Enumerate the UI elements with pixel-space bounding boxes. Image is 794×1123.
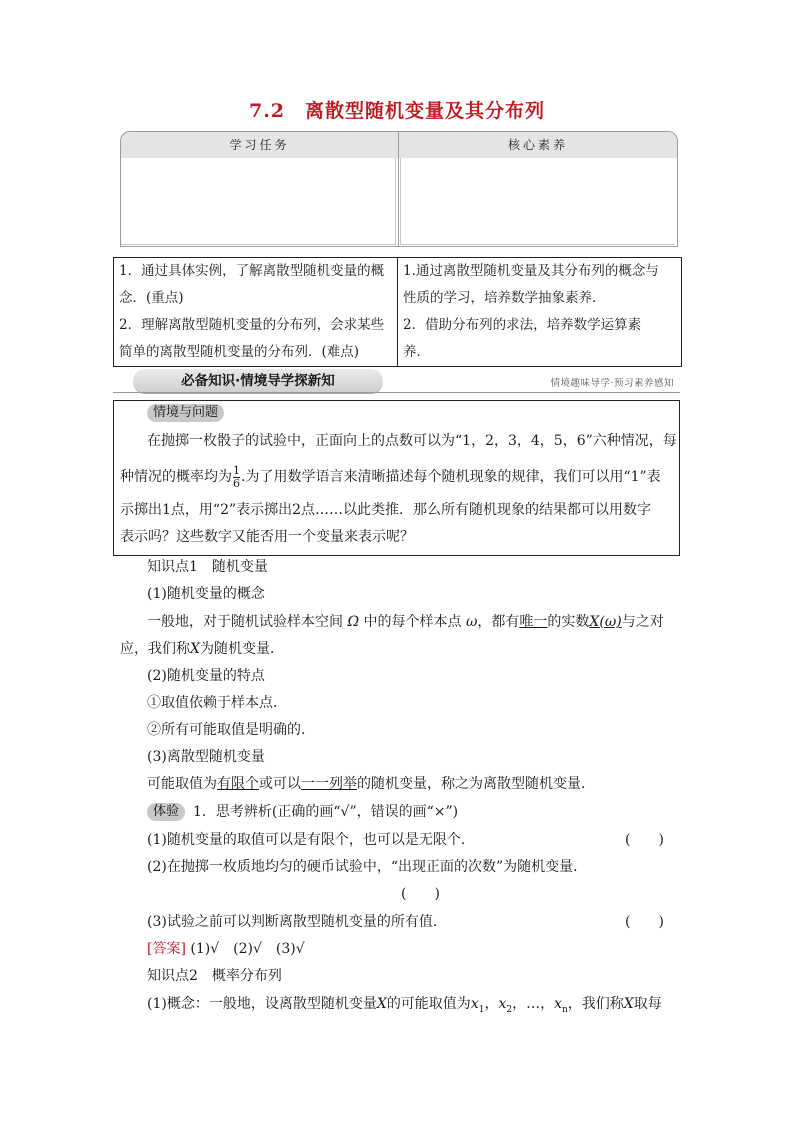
variable-x: X <box>623 996 634 1012</box>
header-core-literacy: 核心素养 <box>399 132 677 158</box>
text: 取每 <box>633 996 662 1012</box>
answer-paren-1: ( ) <box>625 832 664 848</box>
text: 与之对 <box>621 614 664 630</box>
omega-lower-symbol: ω <box>461 614 478 630</box>
variable-x2: x <box>498 996 507 1012</box>
knowledge-point-1: 知识点1 随机变量 <box>147 559 268 575</box>
text: 为随机变量． <box>199 641 284 657</box>
knowledge-point-2: 知识点2 概率分布列 <box>147 968 282 984</box>
text: 的随机变量，称之为离散型随机变量． <box>357 776 595 792</box>
text: 可能取值为 <box>147 776 217 792</box>
scenario-text: .为了用数学语言来清晰描述每个随机现象的规律，我们可以用“1”表 <box>241 469 661 485</box>
header-learning-tasks: 学习任务 <box>121 132 398 158</box>
scenario-tag: 情境与问题 <box>147 404 224 422</box>
underlined-term: 有限个 <box>217 776 259 792</box>
text: 中的每个样本点 <box>363 614 462 630</box>
literacy-line: 养． <box>403 344 430 360</box>
text: 应，我们称 <box>120 641 190 657</box>
omega-symbol: Ω <box>343 614 364 630</box>
scenario-line-1: 在抛掷一枚骰子的试验中，正面向上的点数可以为“1，2，3，4，5，6”六种情况，每 <box>147 433 677 449</box>
scenario-line-4: 表示吗？这些数字又能否用一个变量来表示呢？ <box>120 529 414 545</box>
subheading-discrete: (3)离散型随机变量 <box>147 749 265 765</box>
text: ，我们称 <box>567 996 624 1012</box>
subheading-features: (2)随机变量的特点 <box>147 668 265 684</box>
goal-line: 简单的离散型随机变量的分布列．(难点) <box>119 344 360 360</box>
feature-1: ①取值依赖于样本点． <box>147 695 287 711</box>
variable-x1: x <box>470 996 479 1012</box>
feature-2: ②所有可能取值是明确的． <box>147 722 315 738</box>
experience-tag: 体验 <box>147 803 185 821</box>
text: 一般地，对于随机试验样本空间 <box>147 614 343 630</box>
empty-cell-right <box>400 158 675 245</box>
subscript: n <box>562 1004 568 1015</box>
answer-label: [答案] <box>147 941 186 957</box>
learning-tasks-cell <box>114 258 398 366</box>
text: ，都有 <box>477 614 520 630</box>
answer-line <box>147 939 305 959</box>
fraction-one-sixth <box>233 465 240 490</box>
literacy-line: 2．借助分布列的求法，培养数学运算素 <box>403 317 642 333</box>
goal-line: 1．通过具体实例，了解离散型随机变量的概 <box>119 263 385 279</box>
definition-line-1 <box>147 612 664 632</box>
scenario-line-2 <box>120 461 661 493</box>
banner-label: 必备知识·情境导学探新知 <box>181 373 335 389</box>
text: 的可能取值为 <box>386 996 471 1012</box>
divider <box>398 132 399 246</box>
question-3: (3)试验之前可以判断离散型随机变量的所有值． <box>147 914 447 930</box>
empty-cell-left <box>121 158 396 245</box>
underlined-term: X(ω) <box>589 614 622 630</box>
answer-values: (1)√ (2)√ (3)√ <box>190 941 305 957</box>
fraction-numerator: 1 <box>233 463 240 477</box>
question-2: (2)在抛掷一枚质地均匀的硬币试验中，“出现正面的次数”为随机变量． <box>147 859 588 875</box>
exercise-title: 1．思考辨析(正确的画“√”，错误的画“×”) <box>193 804 459 820</box>
fraction-denominator: 6 <box>233 476 240 490</box>
distribution-definition <box>147 994 662 1020</box>
goal-line: 2．理解离散型随机变量的分布列，会求某些 <box>119 317 385 333</box>
task-literacy-header-table <box>120 131 678 247</box>
scenario-box <box>113 400 680 556</box>
goals-table <box>113 257 682 367</box>
page-title: 7.2 离散型随机变量及其分布列 <box>248 100 546 122</box>
definition-line-2 <box>120 639 284 659</box>
scenario-text: 种情况的概率均为 <box>120 469 232 485</box>
underlined-term: 一一列举 <box>301 776 357 792</box>
variable-x: X <box>190 641 200 657</box>
subscript: 2 <box>506 1004 513 1015</box>
subheading-concept: (1)随机变量的概念 <box>147 586 265 602</box>
banner-subtitle: 情境趣味导学·预习素养感知 <box>550 378 674 389</box>
answer-paren-3: ( ) <box>625 914 664 930</box>
scenario-line-3: 示掷出1点，用“2”表示掷出2点……以此类推．那么所有随机现象的结果都可以用数字 <box>120 502 652 518</box>
goal-line: 念．(重点) <box>119 290 184 306</box>
variable-x: X <box>376 996 387 1012</box>
underlined-term: 唯一 <box>519 614 548 630</box>
variable-xn: x <box>554 996 562 1012</box>
answer-paren-2: ( ) <box>401 886 440 902</box>
literacy-line: 性质的学习，培养数学抽象素养． <box>403 290 606 306</box>
separator: ， <box>484 996 499 1012</box>
text: (1)概念：一般地，设离散型随机变量 <box>147 996 377 1012</box>
separator: ，…， <box>512 996 555 1012</box>
subscript: 1 <box>478 1004 485 1015</box>
literacy-line: 1.通过离散型随机变量及其分布列的概念与 <box>403 263 659 279</box>
core-literacy-cell <box>398 258 681 366</box>
section-rule <box>113 392 680 393</box>
section-banner <box>133 369 383 393</box>
question-1: (1)随机变量的取值可以是有限个，也可以是无限个． <box>147 832 475 848</box>
text: 的实数 <box>547 614 590 630</box>
text: 或可以 <box>259 776 301 792</box>
discrete-definition <box>147 774 595 794</box>
